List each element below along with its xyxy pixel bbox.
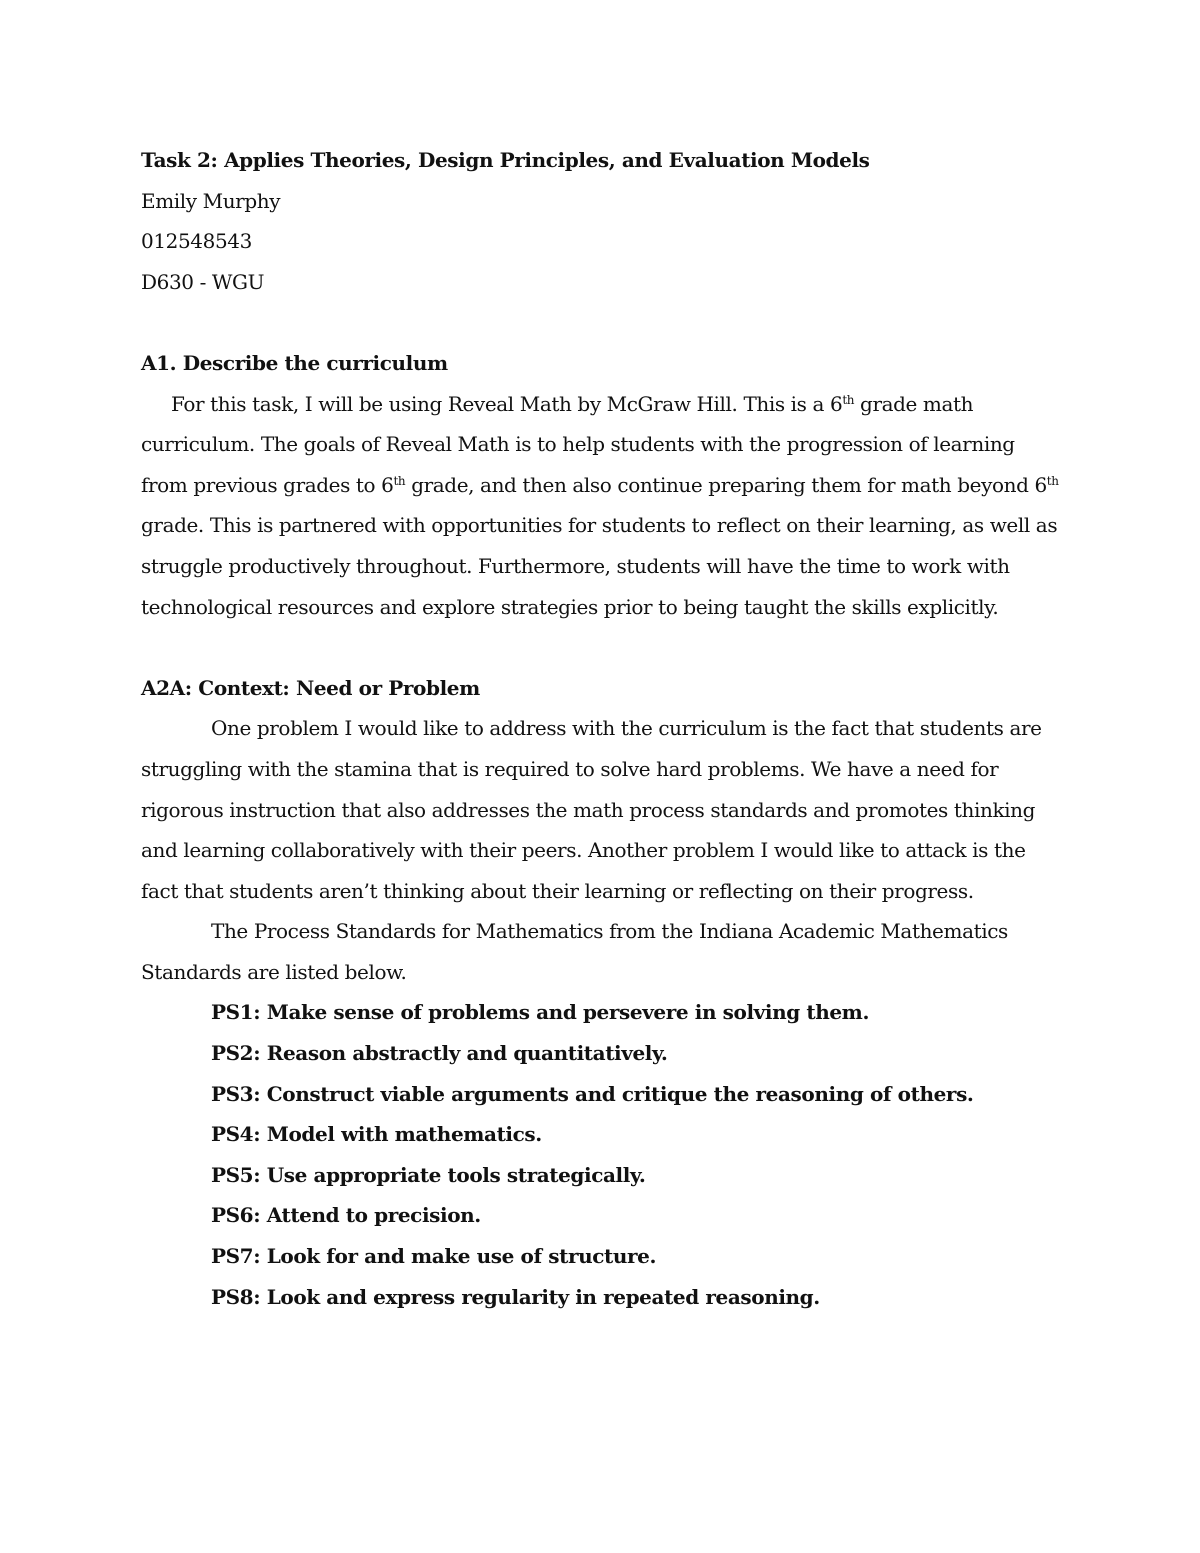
document-title: Task 2: Applies Theories, Design Principles, and Evaluation Models xyxy=(141,148,870,172)
list-item: PS4: Model with mathematics. xyxy=(211,1122,542,1147)
process-standards-list xyxy=(141,992,1061,1317)
a1-text-part3: grade, and then also continue preparing them for math beyond 6 xyxy=(405,472,1047,497)
list-item: PS6: Attend to precision. xyxy=(211,1203,481,1228)
a1-text-part4: grade. This is partnered with opportunities for students to reflect on their learning, as well as struggle productively throughout. Furthermore, students will have the time to work with technological resources and explore strategies prior to being taught the skills explicitly. xyxy=(141,513,1058,619)
ordinal-superscript: th xyxy=(393,473,406,488)
list-item: PS5: Use appropriate tools strategically. xyxy=(211,1162,646,1187)
section-a2a-paragraph-2: The Process Standards for Mathematics from the Indiana Academic Mathematics Standards are listed below. xyxy=(141,919,1008,984)
ordinal-superscript: th xyxy=(1046,473,1059,488)
list-item: PS3: Construct viable arguments and critique the reasoning of others. xyxy=(211,1081,974,1106)
a1-text-part1: For this task, I will be using Reveal Math by McGraw Hill. This is a 6 xyxy=(171,391,843,416)
section-a1-heading: A1. Describe the curriculum xyxy=(141,350,448,375)
spacer xyxy=(141,302,1061,343)
a1-text-part2: grade math curriculum. The goals of Reveal Math is to help students with the progression of learning from previous grades to 6 xyxy=(141,391,1015,497)
list-item: PS1: Make sense of problems and persevere in solving them. xyxy=(211,1000,870,1025)
section-a2a-heading: A2A: Context: Need or Problem xyxy=(141,675,480,700)
section-a1-paragraph xyxy=(141,384,1061,628)
student-id: 012548543 xyxy=(141,229,252,254)
list-item: PS7: Look for and make use of structure. xyxy=(211,1244,657,1269)
list-item: PS8: Look and express regularity in repeated reasoning. xyxy=(211,1284,820,1309)
course-code: D630 - WGU xyxy=(141,269,265,294)
section-a2a-paragraph-1: One problem I would like to address with the curriculum is the fact that students are struggling with the stamina that is required to solve hard problems. We have a need for rigorous instruction that also addresses the math process standards and promotes thinking and learning collaboratively with their peers. Another problem I would like to attack is the fact that students aren’t thinking about their learning or reflecting on their progress. xyxy=(141,716,1042,903)
document-body xyxy=(141,140,1061,1317)
author-name: Emily Murphy xyxy=(141,188,281,213)
spacer xyxy=(141,627,1061,668)
ordinal-superscript: th xyxy=(842,392,855,407)
list-item: PS2: Reason abstractly and quantitatively. xyxy=(211,1041,668,1066)
